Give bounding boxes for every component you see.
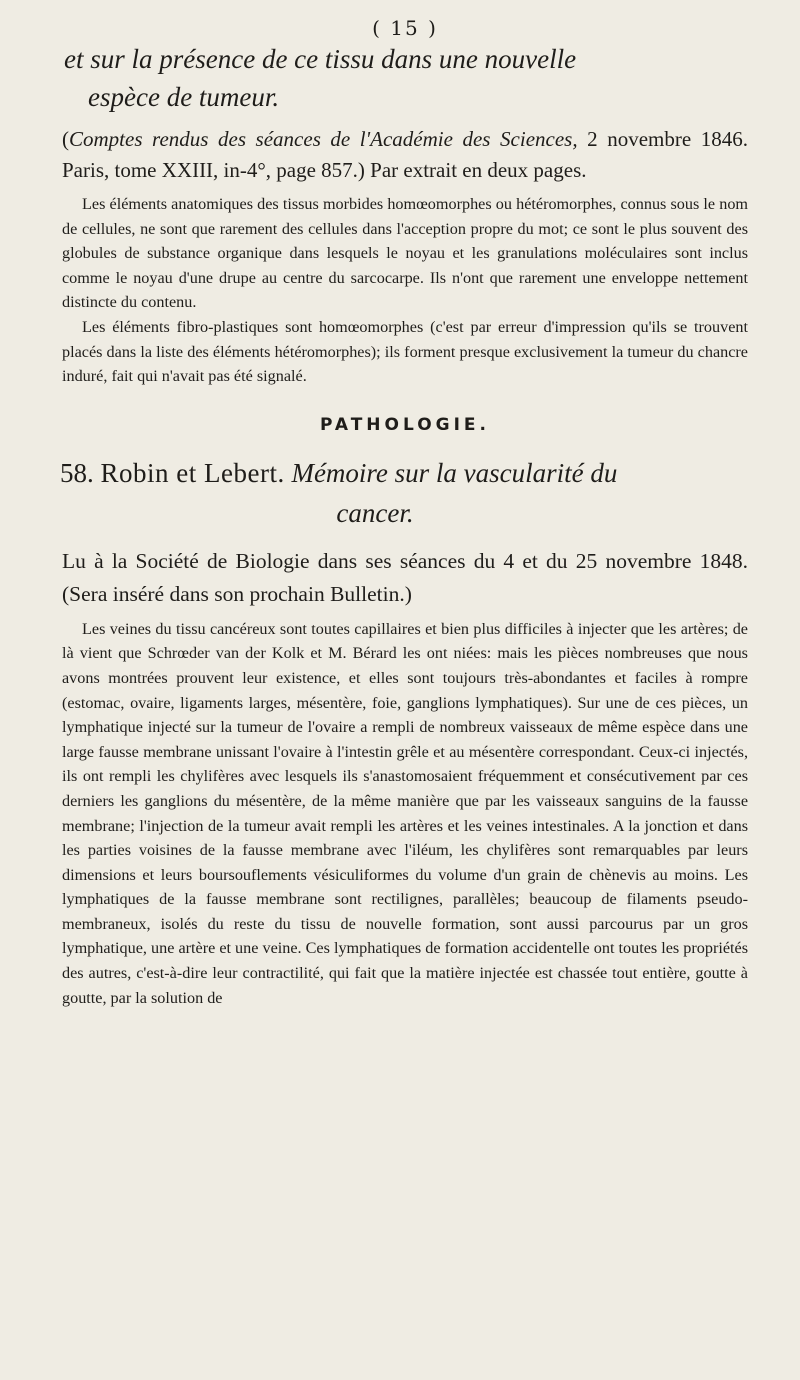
- section-heading-pathologie: PATHOLOGIE.: [319, 414, 491, 435]
- entry-title-line-2: cancer.: [336, 497, 414, 528]
- entry-title-line-1: Mémoire sur la vascularité du: [291, 457, 618, 488]
- paragraph-veines-cancer: Les veines du tissu cancéreux sont toutes capillaires et bien plus difficiles à injecter que les artères; de là vient que Schrœder van der Kolk et M. Bérard les ont niées: mais les pièces nombreuses que nous avons montrées prouvent leur existence, et elles sont toujours très-abondantes et faciles à rompre (estomac, ovaire, ligaments larges, mésentère, foie, ganglions lymphatiques). Sur une de ces pièces, un lymphatique injecté sur la tumeur de l'ovaire a rempli de nombreux vaisseaux de même espèce dans une large fausse membrane unissant l'ovaire à l'intestin grêle et au mésentère correspondant. Ceux-ci injectés, ils ont rempli les chylifères avec lesquels ils s'anastomosaient fréquemment et consécutivement par ces derniers les ganglions du mésentère, de la même manière que par les vaisseaux sanguins de la fausse membrane; l'injection de la tumeur avait rempli les artères et les veines intestinales. A la jonction et dans les parties voisines de la fausse membrane avec l'iléum, les chylifères sont remarquables par leurs dimensions et leurs boursouflements vésiculiformes du volume d'un grain de chènevis au moins. Les lymphatiques de la fausse membrane sont rectilignes, parallèles; beaucoup de filaments pseudo-membraneux, isolés du reste du tissu de nouvelle formation, sont aussi parcourus par un gros lymphatique, une artère et une veine. Ces lymphatiques de formation accidentelle ont toutes les propriétés des autres, c'est-à-dire leur contractilité, qui fait que la matière injectée est chassée tout entière, goutte à goutte, par la solution de: [62, 619, 748, 1007]
- continued-title-line-2: espèce de tumeur.: [88, 82, 280, 112]
- entry-authors: Robin et Lebert.: [100, 457, 285, 488]
- paragraph-cellules: Les éléments anatomiques des tissus morbides homœomorphes ou hétéromorphes, connus sous le nom de cellules, ne sont que rarement des cellules dans l'acception propre du mot; ce sont le plus souvent des globules de substance organique dans lesquels le noyau et les granulations moléculaires sont inclus comme le noyau d'une drupe au centre du sarcocarpe. Ils n'ont que rarement une enveloppe nettement distincte du contenu.: [62, 195, 748, 312]
- entry-number: 58.: [60, 457, 94, 488]
- continued-title-line-1: et sur la présence de ce tissu dans une nouvelle: [64, 44, 577, 74]
- source-citation: (Comptes rendus des séances de l'Académie des Sciences, 2 novembre 1846. Paris, tome XXIII, in-4°, page 857.) Par extrait en deux pages.: [62, 127, 748, 182]
- citation-details: 2 novembre 1846. Paris, tome XXIII, in-4°, page 857.) Par extrait en deux pages.: [62, 127, 748, 182]
- journal-name: Comptes rendus des séances de l'Académie des Sciences,: [69, 127, 578, 151]
- paragraph-fibro-plastiques: Les éléments fibro-plastiques sont homœomorphes (c'est par erreur d'impression qu'ils se trouvent placés dans la liste des éléments hétéromorphes); ils forment presque exclusivement la tumeur du chancre induré, fait qui n'avait pas été signalé.: [62, 317, 748, 386]
- page-number: ( 15 ): [372, 16, 438, 40]
- read-note: Lu à la Société de Biologie dans ses séances du 4 et du 25 novembre 1848. (Sera inséré dans son prochain Bulletin.): [62, 548, 748, 606]
- entry-heading: [62, 453, 748, 493]
